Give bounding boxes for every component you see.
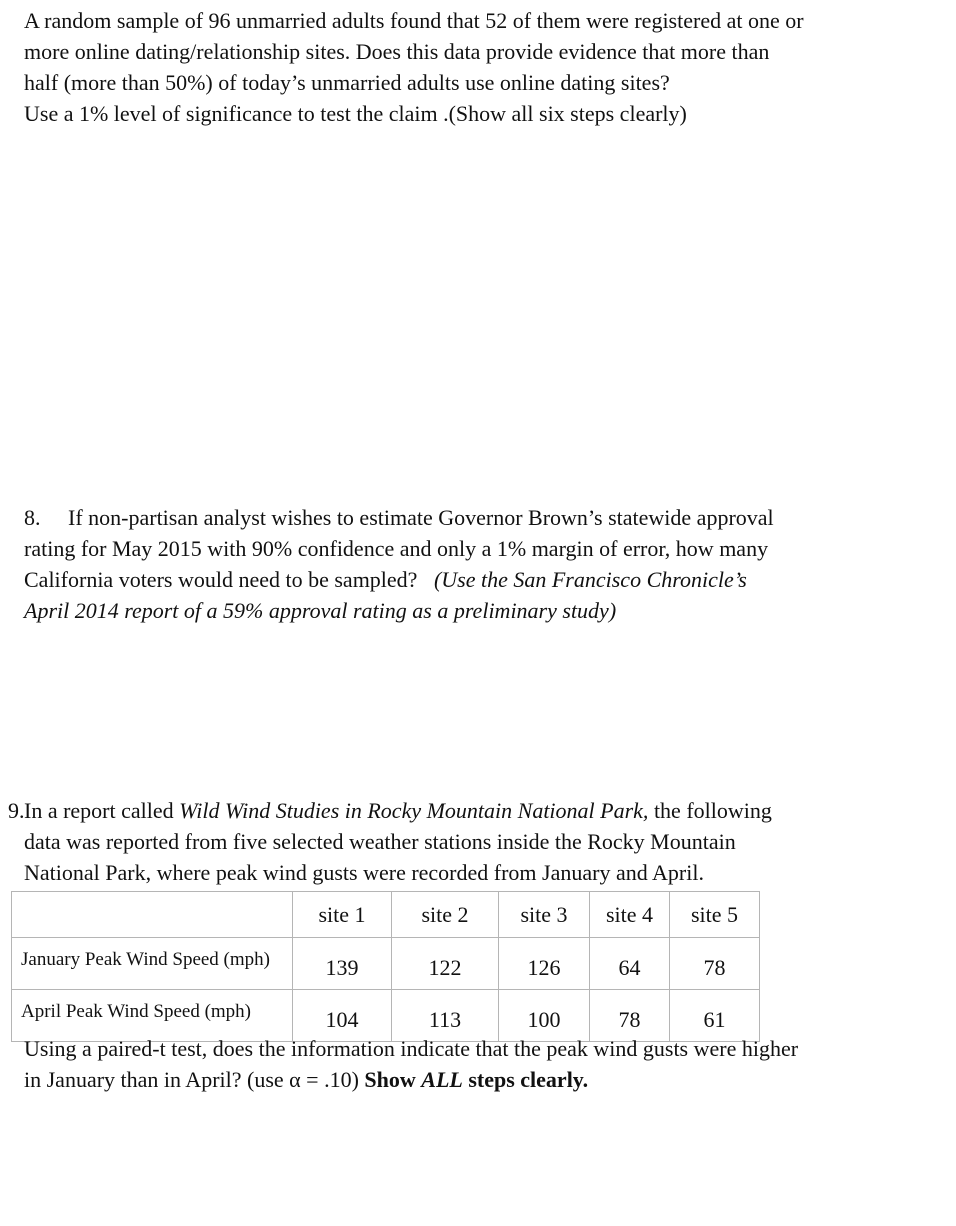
table-header-site-4: site 4 — [590, 892, 670, 938]
table-header-blank — [12, 892, 293, 938]
q8-line-1 — [24, 502, 924, 533]
q9-after-line-2 — [24, 1064, 924, 1095]
table-cell-jan-site-2: 122 — [392, 938, 499, 990]
q8-line-3-text: California voters would need to be sampled? — [24, 567, 418, 592]
table-cell-apr-site-5: 61 — [670, 990, 760, 1042]
table-cell-jan-site-4: 64 — [590, 938, 670, 990]
q9-instruction-end: steps clearly. — [468, 1067, 589, 1092]
q7-line-1: A random sample of 96 unmarried adults found that 52 of them were registered at one or — [24, 8, 804, 33]
table-header-site-1: site 1 — [293, 892, 392, 938]
q9-after-line-2-pre: in January than in April? (use α = .10) — [24, 1067, 359, 1092]
wind-speed-table — [11, 891, 760, 1042]
q7-line-3: half (more than 50%) of today’s unmarried adults use online dating sites? — [24, 70, 670, 95]
q7-line-2: more online dating/relationship sites. Does this data provide evidence that more than — [24, 39, 770, 64]
table-row-january — [12, 938, 760, 990]
question-9 — [8, 795, 924, 888]
q8-line-3 — [24, 564, 924, 595]
question-8 — [24, 502, 924, 626]
table-cell-jan-site-5: 78 — [670, 938, 760, 990]
q9-line-3: National Park, where peak wind gusts were recorded from January and April. — [24, 860, 704, 885]
question-9-prompt — [24, 1033, 924, 1095]
table-header-site-3: site 3 — [499, 892, 590, 938]
q9-line-1-pre: In a report called — [24, 798, 174, 823]
table-row-label-january: January Peak Wind Speed (mph) — [12, 938, 293, 990]
q8-line-1-text: If non-partisan analyst wishes to estimate Governor Brown’s statewide approval — [68, 505, 774, 530]
table-header-row — [12, 892, 760, 938]
table-cell-apr-site-3: 100 — [499, 990, 590, 1042]
q9-instruction-show: Show — [364, 1067, 416, 1092]
q9-report-title: Wild Wind Studies in Rocky Mountain National Park, — [179, 798, 649, 823]
q8-line-4-italic: April 2014 report of a 59% approval rating as a preliminary study) — [24, 598, 617, 623]
q8-line-3-italic: (Use the San Francisco Chronicle’s — [433, 567, 747, 592]
table-header-site-5: site 5 — [670, 892, 760, 938]
q9-line-1 — [24, 795, 924, 826]
table-row-label-april: April Peak Wind Speed (mph) — [12, 990, 293, 1042]
q9-line-1-post: the following — [653, 798, 772, 823]
q9-line-2: data was reported from five selected weather stations inside the Rocky Mountain — [24, 829, 736, 854]
q9-after-line-1: Using a paired-t test, does the information indicate that the peak wind gusts were higher — [24, 1036, 799, 1061]
table-cell-apr-site-1: 104 — [293, 990, 392, 1042]
q7-line-4: Use a 1% level of significance to test the claim .(Show all six steps clearly) — [24, 101, 687, 126]
q8-number: 8. — [24, 505, 41, 530]
table-cell-apr-site-2: 113 — [392, 990, 499, 1042]
table-cell-jan-site-1: 139 — [293, 938, 392, 990]
table-header-site-2: site 2 — [392, 892, 499, 938]
q9-number: 9. — [8, 798, 25, 823]
question-7 — [24, 5, 924, 129]
q8-line-4 — [24, 595, 924, 626]
table-cell-jan-site-3: 126 — [499, 938, 590, 990]
q9-instruction-all: ALL — [421, 1067, 463, 1092]
q8-line-2: rating for May 2015 with 90% confidence and only a 1% margin of error, how many — [24, 536, 769, 561]
table-cell-apr-site-4: 78 — [590, 990, 670, 1042]
